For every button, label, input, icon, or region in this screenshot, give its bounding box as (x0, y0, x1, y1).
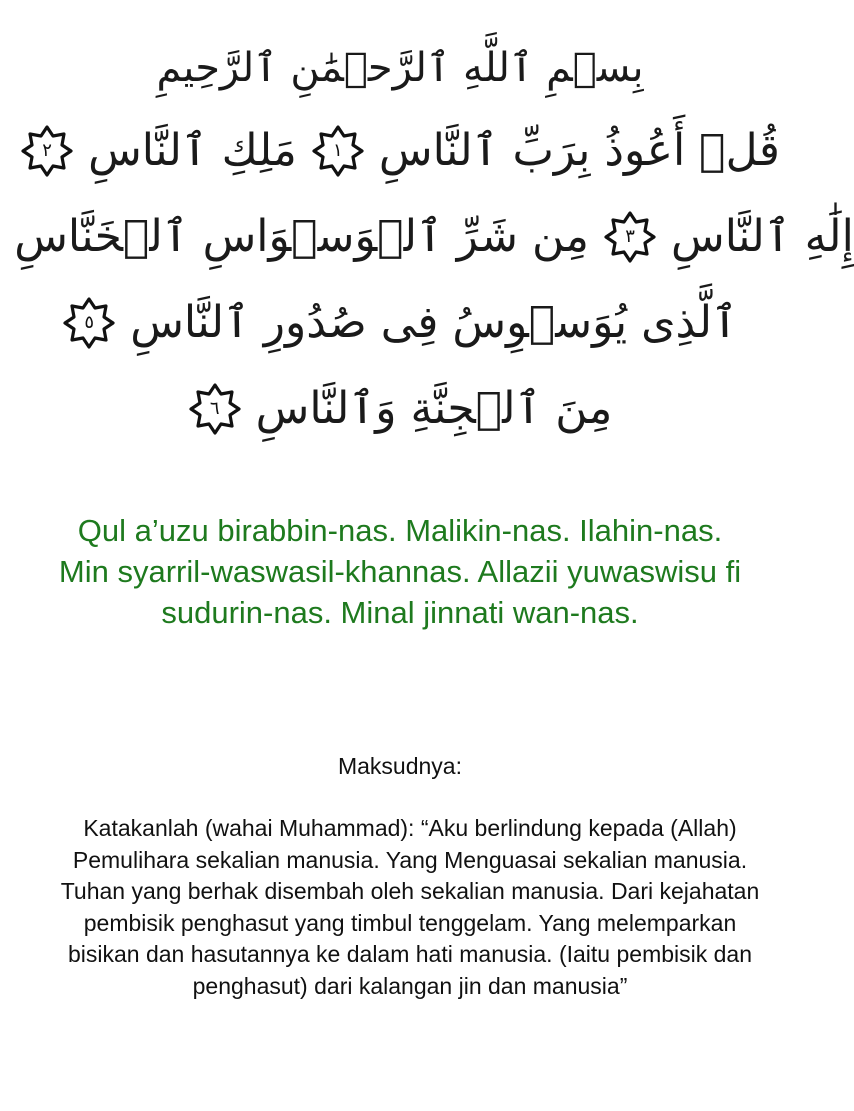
verse-text: إِلَٰهِ ٱلنَّاسِ (671, 211, 854, 262)
basmala-text: بِسۡمِ ٱللَّهِ ٱلرَّحۡمَٰنِ ٱلرَّحِيمِ (156, 45, 644, 91)
verse-number-marker (20, 124, 74, 178)
verse-line-1 (0, 108, 800, 194)
meaning-translation: Katakanlah (wahai Muhammad): “Aku berlindung kepada (Allah) Pemulihara sekalian manusia. Yang Menguasai sekalian manusia. Tuhan yang berhak disembah oleh sekalian manusia. Dari kejahatan pembisik penghasut yang timbul tenggelam. Yang melemparkan bisikan dan hasutannya ke dalam hati manusia. (Iaitu pembisik dan penghasut) dari kalangan jin dan manusia” (60, 815, 760, 999)
verse-number-marker (603, 210, 657, 264)
verse-text: مِنَ ٱلۡجِنَّةِ وَٱلنَّاسِ (255, 383, 613, 434)
verse-line-2 (0, 194, 854, 280)
meaning-heading: Maksudnya: (337, 753, 462, 779)
verse-number: ١ (333, 140, 343, 161)
verse-text: مِن شَرِّ ٱلۡوَسۡوَاسِ ٱلۡخَنَّاسِ (14, 211, 590, 262)
verse-line-4 (0, 366, 800, 452)
verse-number: ٣ (625, 226, 635, 247)
verse-text: قُلۡ أَعُوذُ بِرَبِّ ٱلنَّاسِ (378, 125, 780, 176)
verse-number: ٢ (42, 140, 52, 161)
verse-text: ٱلَّذِى يُوَسۡوِسُ فِى صُدُورِ ٱلنَّاسِ (130, 297, 738, 348)
verse-line-3 (0, 280, 800, 366)
arabic-verses (0, 28, 854, 452)
verse-number-marker (188, 382, 242, 436)
verse-number: ٥ (84, 312, 95, 333)
basmala (0, 28, 800, 108)
verse-number-marker (62, 296, 116, 350)
verse-number: ٦ (209, 398, 220, 419)
verse-number-marker (311, 124, 365, 178)
transliteration-text: Qul a’uzu birabbin-nas. Malikin-nas. Ilahin-nas. Min syarril-waswasil-khannas. Allazii yuwaswisu fi sudurin-nas. Minal jinnati wan-nas. (58, 513, 742, 630)
verse-text: مَلِكِ ٱلنَّاسِ (88, 125, 297, 176)
